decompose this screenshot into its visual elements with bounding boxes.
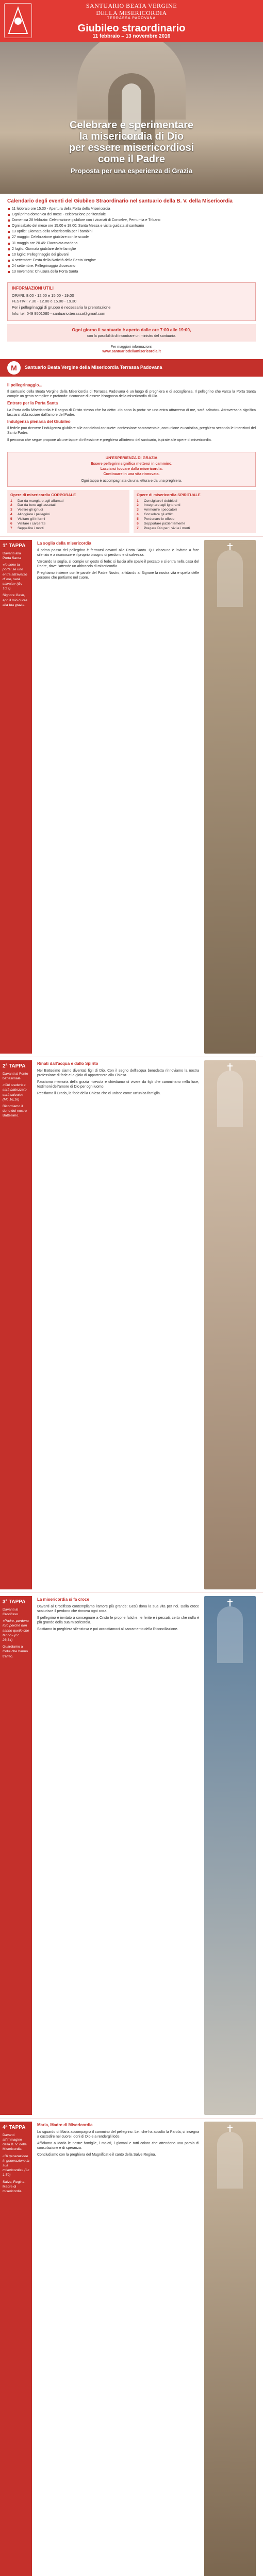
- info-line: ORARI: 8.00 - 12.00 e 15.00 - 19.00: [12, 293, 74, 298]
- calendar-list: [7, 207, 256, 274]
- stage-paragraph: Il pellegrino è invitato a consegnare a Cristo le proprie fatiche, le ferite e i peccati, certo che nulla è più grande della sua misericordia.: [37, 1616, 199, 1625]
- work-label: Visitare i carcerati: [18, 521, 45, 526]
- work-row: [10, 517, 126, 522]
- calendar-item: 2 luglio: Giornata giubilare delle famiglie: [7, 247, 256, 251]
- cross-icon: [227, 1063, 233, 1071]
- hero-subtitle: Proposta per una esperienza di Grazia: [70, 167, 193, 175]
- work-label: Perdonare le offese: [144, 517, 175, 521]
- header-line2: DELLA MISERICORDIA: [96, 9, 167, 16]
- stage-quote: «Io sono la porta: se uno entra attraverso di me, sarà salvato» (Gv 10,9): [3, 563, 27, 591]
- stage-paragraph: Sostiamo in preghiera silenziosa e poi accostiamoci al sacramento della Riconciliazione.: [37, 1628, 178, 1632]
- work-number: 6: [137, 521, 139, 526]
- work-label: Sopportare pazientemente: [144, 521, 186, 526]
- work-number: 7: [137, 526, 139, 530]
- work-label: Seppellire i morti: [18, 526, 44, 530]
- work-label: Consolare gli afflitti: [144, 513, 174, 517]
- hero-caption-3: per essere misericordiosi: [69, 142, 194, 154]
- stage-paragraph: Varcando la soglia, si compie un gesto di fede: si lascia alle spalle il peccato e si entra nella casa del Padre, dove l'attende un abbraccio di misericordia.: [37, 560, 199, 569]
- stage-quote: «Padre, perdona loro perché non sanno quello che fanno» (Lc 23,34): [3, 1619, 29, 1642]
- stage-text: [32, 1596, 204, 2115]
- opening-notice: [7, 324, 256, 342]
- jubilee-dates: 11 febbraio – 13 novembre 2016: [92, 33, 171, 39]
- intro-paragraph: La Porta della Misericordia è il segno di Cristo stesso che ha detto: «Io sono la porta: se uno entra attraverso di me, sarà salvato». Attraversarla significa lasciarsi abbracciare dall'amore del Padre.: [7, 408, 256, 417]
- info-box: [7, 282, 256, 320]
- calendar-item: 10 luglio: Pellegrinaggio dei giovani: [7, 252, 256, 257]
- opening-notice-main: Ogni giorno il santuario è aperto dalle ore 7:00 alle 19:00,: [72, 327, 191, 332]
- cross-icon: [227, 543, 233, 550]
- stage-text: [32, 2122, 204, 2576]
- work-row: [10, 527, 126, 531]
- stage-prayer: Salve, Regina, Madre di misericordia.: [3, 2180, 26, 2193]
- work-number: 5: [10, 517, 12, 521]
- corporal-works: [7, 490, 129, 534]
- stage-heading: La soglia della misericordia: [37, 541, 91, 546]
- calendar-item: 31 maggio ore 20.45: Fiaccolata mariana: [7, 241, 256, 246]
- work-label: Ammonire i peccatori: [144, 508, 177, 512]
- website-links: [0, 345, 263, 354]
- work-number: 1: [137, 499, 139, 503]
- work-row: [137, 508, 253, 513]
- spiritual-works: [134, 490, 256, 534]
- work-row: [10, 522, 126, 527]
- stage-photo: [204, 540, 256, 1054]
- work-row: [137, 499, 253, 504]
- calendar-title: Calendario degli eventi del Giubileo Straordinario nel santuario della B. V. della Misericordia: [7, 198, 233, 204]
- stage-place: Davanti all'immagine della B. V. della Misericordia: [3, 2133, 27, 2151]
- work-label: Visitare gli infermi: [18, 517, 45, 521]
- hero-caption-1: Celebrare e sperimentare: [69, 120, 194, 131]
- band-title: Santuario Beata Vergine della Misericordia Terrassa Padovana: [25, 365, 162, 370]
- work-row: [10, 513, 126, 517]
- stage-photo: [204, 1596, 256, 2115]
- photo-arch: [217, 550, 243, 607]
- opening-notice-sub: con la possibilità di incontrare un ministro del santuario.: [87, 334, 176, 338]
- calendar-item: 4 settembre: Festa della Natività della Beata Vergine: [7, 258, 256, 263]
- stage-place: Davanti al Crocifisso: [3, 1607, 19, 1617]
- stage-sidebar: [0, 540, 32, 1054]
- links-intro: Per maggiori informazioni:: [110, 345, 153, 349]
- work-label: Consigliare i dubbiosi: [144, 499, 177, 503]
- stage-sidebar: [0, 2122, 32, 2576]
- header-line1: SANTUARIO BEATA VERGINE: [86, 2, 177, 9]
- info-line: FESTIVI: 7.30 - 12.00 e 15.00 - 19.30: [12, 299, 77, 304]
- sanctuary-icon: M: [7, 361, 21, 375]
- calendar-item: 24 settembre: Pellegrinaggio diocesano: [7, 264, 256, 268]
- grace-note: Ogni tappa è accompagnata da una lettura e da una preghiera.: [81, 479, 182, 483]
- work-number: 5: [137, 517, 139, 521]
- hero-caption-2: la misericordia di Dio: [79, 131, 184, 142]
- cross-icon: [227, 2125, 233, 2132]
- work-number: 2: [137, 503, 139, 507]
- grace-title: UN'ESPERIENZA DI GRAZIA: [105, 455, 158, 460]
- stage-paragraph: Nel Battesimo siamo diventati figli di Dio. Con il segno dell'acqua benedetta rinnoviamo la nostra professione di fede e la gioia di appartenere alla Chiesa.: [37, 1069, 199, 1077]
- stage: [0, 536, 263, 1057]
- info-line: Info: tel. 049 9501080 - santuario.terrassa@gmail.com: [12, 311, 106, 316]
- work-row: [10, 503, 126, 508]
- info-line: Per i pellegrinaggi di gruppo è necessaria la prenotazione: [12, 305, 111, 310]
- stage-paragraph: Davanti al Crocifisso contempliamo l'amore più grande: Gesù dona la sua vita per noi. Dalla croce scaturisce il perdono che rinnova ogni cosa.: [37, 1604, 199, 1613]
- photo-arch: [217, 2132, 243, 2189]
- page-title: Giubileo straordinario: [77, 23, 186, 34]
- info-title: INFORMAZIONI UTILI: [12, 286, 54, 291]
- stage: [0, 1057, 263, 1592]
- stage-sidebar: [0, 1596, 32, 2115]
- stage-paragraph: Il primo passo del pellegrino è fermarsi davanti alla Porta Santa. Qui ciascuno è invitato a fare silenzio e a riconoscere il proprio bisogno di perdono e di salvezza.: [37, 548, 199, 557]
- stage-paragraph: Affidiamo a Maria le nostre famiglie, i malati, i giovani e tutti coloro che attendono una parola di consolazione e di speranza.: [37, 2142, 199, 2150]
- website-link[interactable]: www.santuariodellamisericordia.it: [102, 349, 161, 353]
- calendar-item: 11 febbraio ore 15.30 - Apertura della Porta della Misericordia: [7, 207, 256, 211]
- calendar-item: 13 aprile: Giornata della Misericordia per i bambini: [7, 229, 256, 234]
- calendar-item: Ogni sabato del mese ore 15.00 e 18.00: Santa Messa e visita guidata al santuario: [7, 224, 256, 228]
- work-row: [10, 499, 126, 504]
- hero-image: [0, 42, 263, 194]
- stage-heading: Rinati dall'acqua e dallo Spirito: [37, 1061, 98, 1066]
- cross-icon: [227, 1599, 233, 1606]
- stage-photo: [204, 1060, 256, 1589]
- work-number: 4: [137, 513, 139, 517]
- photo-arch: [217, 1606, 243, 1663]
- calendar: [0, 194, 263, 279]
- works-of-mercy: [7, 490, 256, 534]
- stage-place: Davanti al Fonte battesimale: [3, 1072, 28, 1081]
- stage-photo: [204, 2122, 256, 2576]
- calendar-item: Ogni prima domenica del mese - celebrazione penitenziale: [7, 212, 256, 217]
- work-label: Insegnare agli ignoranti: [144, 503, 180, 507]
- stage-prayer: Guardiamo a Colui che hanno trafitto.: [3, 1645, 28, 1658]
- photo-arch: [217, 1071, 243, 1127]
- stage-place: Davanti alla Porta Santa: [3, 551, 21, 561]
- calendar-item: 13 novembre: Chiusura della Porta Santa: [7, 269, 256, 274]
- work-number: 1: [10, 499, 12, 503]
- stage-paragraph: Preghiamo insieme con le parole del Padre Nostro, affidando al Signore la nostra vita e quella delle persone che portiamo nel cuore.: [37, 571, 199, 580]
- work-row: [137, 527, 253, 531]
- header: [0, 0, 263, 42]
- work-row: [137, 517, 253, 522]
- stage: [0, 1592, 263, 2118]
- intro-paragraph: Il percorso che segue propone alcune tappe di riflessione e preghiera all'interno del santuario, ispirate alle opere di misericordia.: [7, 438, 212, 442]
- stage-number: 4ª TAPPA: [3, 2125, 26, 2131]
- stage-paragraph: Lo sguardo di Maria accompagna il cammino del pellegrino. Lei, che ha accolto la Parola, ci insegna a custodire nel cuore i doni di Dio e a rendergli lode.: [37, 2130, 199, 2139]
- work-number: 2: [10, 503, 12, 507]
- work-number: 7: [10, 526, 12, 530]
- work-label: Dar da bere agli assetati: [18, 503, 56, 507]
- work-number: 3: [137, 508, 139, 512]
- intro-heading: Entrare per la Porta Santa: [7, 401, 58, 406]
- stage-text: [32, 1060, 204, 1589]
- work-row: [137, 503, 253, 508]
- work-label: Vestire gli ignudi: [18, 508, 43, 512]
- section-band: [0, 359, 263, 377]
- grace-box: [7, 452, 256, 487]
- stage-sidebar: [0, 1060, 32, 1589]
- intro-paragraph: Il santuario della Beata Vergine della Misericordia di Terrassa Padovana è un luogo di preghiera e di accoglienza. Il pellegrino che varca la Porta Santa compie un gesto semplice e profondo: riconosce di essere bisognoso della misericordia di Dio.: [7, 390, 256, 399]
- work-number: 3: [10, 508, 12, 512]
- spiritual-heading: Opere di misericordia SPIRITUALE: [137, 492, 201, 497]
- stage: [0, 2118, 263, 2576]
- stage-heading: Maria, Madre di Misericordia: [37, 2123, 93, 2128]
- work-label: Pregare Dio per i vivi e i morti: [144, 526, 190, 530]
- stage-prayer: Ricordiamo il dono del nostro Battesimo.: [3, 1104, 27, 1118]
- work-number: 4: [10, 513, 12, 517]
- intro-heading: Indulgenza plenaria del Giubileo: [7, 419, 71, 424]
- stage-quote: «Chi crederà e sarà battezzato sarà salvato» (Mc 16,16): [3, 1083, 27, 1101]
- work-label: Alloggiare i pellegrini: [18, 513, 50, 517]
- stage-prayer: Signore Gesù, apri il mio cuore alla tua grazia.: [3, 594, 27, 607]
- intro-paragraph: Il fedele può ricevere l'indulgenza giubilare alle condizioni consuete: confessione sacramentale, comunione eucaristica, preghiera secondo le intenzioni del Santo Padre.: [7, 427, 256, 435]
- stage-quote: «Di generazione in generazione la sua misericordia» (Lc 1,50): [3, 2154, 29, 2177]
- stage-number: 2ª TAPPA: [3, 1063, 26, 1070]
- intro-heading: Il pellegrinaggio...: [7, 382, 43, 387]
- stage-paragraph: Facciamo memoria della grazia ricevuta e chiediamo di vivere da figli che camminano nella luce, testimoni dell'amore di Dio per ogni uomo.: [37, 1080, 199, 1089]
- work-row: [137, 522, 253, 527]
- hero-caption-4: come il Padre: [97, 154, 166, 165]
- stage-number: 3ª TAPPA: [3, 1599, 26, 1605]
- corporal-heading: Opere di misericordia CORPORALE: [10, 492, 76, 497]
- stages: [0, 536, 263, 2576]
- stage-heading: La misericordia si fa croce: [37, 1597, 89, 1602]
- stage-number: 1ª TAPPA: [3, 543, 26, 549]
- header-line3: TERRASSA PADOVANA: [107, 16, 156, 20]
- stage-paragraph: Concludiamo con la preghiera del Magnificat e il canto della Salve Regina.: [37, 2153, 156, 2157]
- stage-text: [32, 540, 204, 1054]
- intro-text: [0, 377, 263, 449]
- grace-text: Essere pellegrini significa mettersi in cammino. Lasciarsi toccare dalla misericordia. Continuare in una vita rinnovata.: [90, 462, 173, 477]
- work-row: [10, 508, 126, 513]
- work-number: 6: [10, 521, 12, 526]
- calendar-item: 27 maggio: Celebrazione giubilare con le scuole: [7, 235, 256, 240]
- work-label: Dar da mangiare agli affamati: [18, 499, 64, 503]
- stage-paragraph: Recitiamo il Credo, la fede della Chiesa che ci unisce come un'unica famiglia.: [37, 1092, 161, 1096]
- work-row: [137, 513, 253, 517]
- calendar-item: Domenica 28 febbraio: Celebrazione giubilare con i vicariati di Conselve, Pernumia e Tribano: [7, 218, 256, 223]
